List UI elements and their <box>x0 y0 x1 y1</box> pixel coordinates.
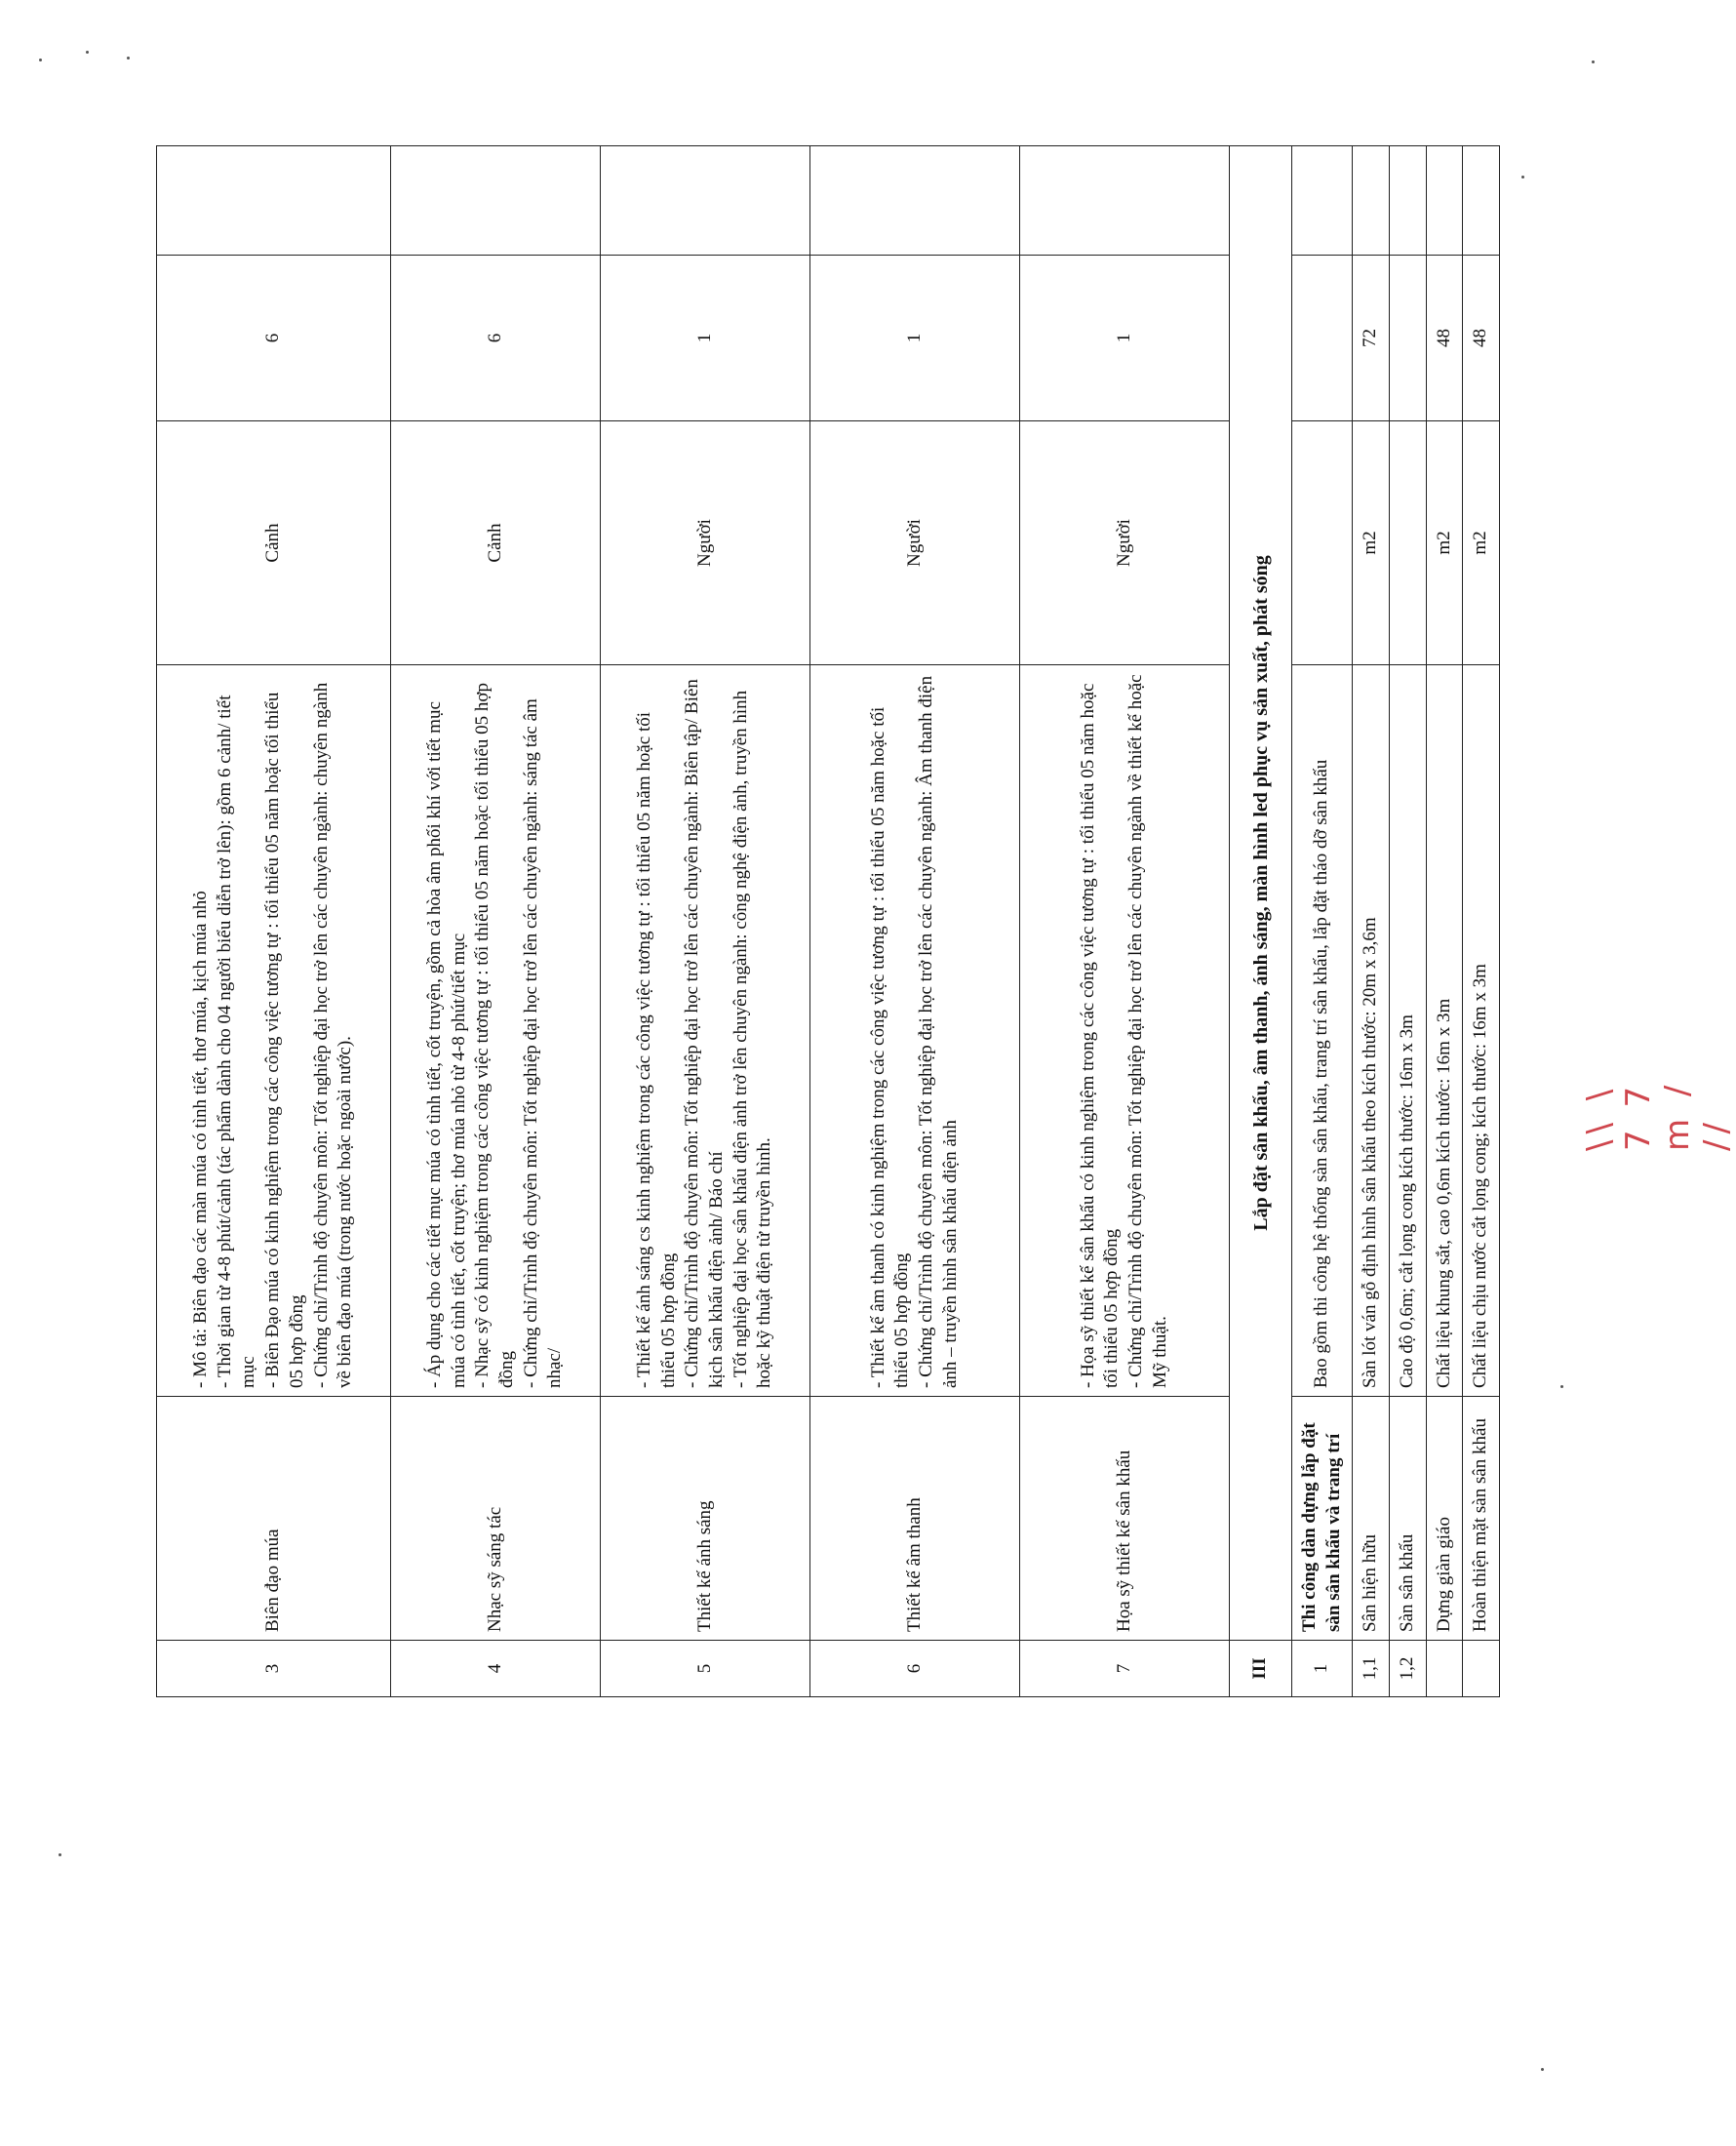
spec-line: - Chứng chỉ/Trình độ chuyên môn: Tốt nghiệp đại học trở lên các chuyên ngành: Biên tập/ Biên kịch sân khấu điện ảnh/ Báo chí <box>682 679 727 1388</box>
position-spec <box>1020 665 1230 1397</box>
quantity-cell: 6 <box>157 256 391 421</box>
spec-line: - Thiết kế ánh sáng cs kinh nghiệm trong các công việc tương tự : tối thiểu 05 năm hoặc tối thiểu 05 hợp đồng <box>633 711 679 1388</box>
unit-cell: m2 <box>1426 421 1463 665</box>
table-row <box>1292 146 1353 1697</box>
row-number <box>1463 1641 1500 1697</box>
item-spec: Chất liệu chịu nước cắt lọng cong; kích thước: 16m x 3m <box>1463 665 1500 1397</box>
quantity-cell <box>1390 256 1427 421</box>
spec-line: - Chứng chỉ/Trình độ chuyên môn: Tốt nghiệp đại học trở lên các chuyên ngành: sáng tác âm nhạc/ <box>520 698 566 1388</box>
section-title: Lắp đặt sân khấu, âm thanh, ánh sáng, màn hình led phục vụ sản xuất, phát sóng <box>1230 146 1292 1641</box>
table-row <box>157 146 391 1697</box>
row-number: 4 <box>391 1641 601 1697</box>
unit-cell: Cảnh <box>391 421 601 665</box>
spec-line: - Thiết kế âm thanh có kinh nghiệm trong các công việc tương tự : tối thiểu 05 năm hoặc tối thiểu 05 hợp đồng <box>867 706 913 1388</box>
rotated-page <box>156 146 1491 1697</box>
item-name: Sân hiện hữu <box>1353 1397 1390 1641</box>
section-row <box>1230 146 1292 1697</box>
table-row <box>391 146 601 1697</box>
position-spec <box>157 665 391 1397</box>
table-row <box>1353 146 1390 1697</box>
quantity-cell: 48 <box>1426 256 1463 421</box>
requirements-table <box>156 145 1500 1697</box>
scan-speck <box>1521 176 1524 179</box>
quantity-cell: 6 <box>391 256 601 421</box>
row-number: 7 <box>1020 1641 1230 1697</box>
table-row <box>1020 146 1230 1697</box>
position-name: Họa sỹ thiết kế sân khấu <box>1020 1397 1230 1641</box>
section-number: III <box>1230 1641 1292 1697</box>
table-row <box>1426 146 1463 1697</box>
quantity-cell: 72 <box>1353 256 1390 421</box>
item-name: Hoàn thiện mặt sàn sân khấu <box>1463 1397 1500 1641</box>
spec-line: - Áp dụng cho các tiết mục múa có tình tiết, cốt truyện, gồm cả hòa âm phối khí với tiết mục múa có tình tiết, cốt truyện; thơ múa nhỏ từ 4-8 phút/tiết mục <box>423 701 469 1388</box>
handwritten-mark: \\ \ 7 7 m / // <box>1580 1079 1736 1151</box>
row-number: 3 <box>157 1641 391 1697</box>
row-number: 6 <box>810 1641 1020 1697</box>
item-spec: Cao độ 0,6m; cắt lọng cong kích thước: 16m x 3m <box>1390 665 1427 1397</box>
unit-cell <box>1390 421 1427 665</box>
row-number: 1,2 <box>1390 1641 1427 1697</box>
unit-cell: Cảnh <box>157 421 391 665</box>
quantity-cell: 48 <box>1463 256 1500 421</box>
table-row <box>1463 146 1500 1697</box>
position-spec <box>810 665 1020 1397</box>
unit-cell <box>1292 421 1353 665</box>
note-cell <box>810 146 1020 256</box>
table-row <box>601 146 810 1697</box>
note-cell <box>1353 146 1390 256</box>
note-cell <box>601 146 810 256</box>
quantity-cell: 1 <box>810 256 1020 421</box>
quantity-cell: 1 <box>1020 256 1230 421</box>
spec-line: - Chứng chỉ/Trình độ chuyên môn: Tốt nghiệp đại học trở lên các chuyên ngành về thiết kế hoặc Mỹ thuật. <box>1125 674 1170 1388</box>
item-name: Thi công dàn dựng lắp đặt sàn sân khấu và trang trí <box>1292 1397 1353 1641</box>
note-cell <box>1463 146 1500 256</box>
spec-line: - Mô tả: Biên đạo các màn múa có tình tiết, thơ múa, kịch múa nhỏ <box>190 891 212 1388</box>
item-spec: Sàn lót ván gỗ định hình sân khấu theo kích thước: 20m x 3,6m <box>1353 665 1390 1397</box>
table-row <box>810 146 1020 1697</box>
note-cell <box>1426 146 1463 256</box>
note-cell <box>1020 146 1230 256</box>
item-spec: Chất liệu khung sắt, cao 0,6m kích thước: 16m x 3m <box>1426 665 1463 1397</box>
item-name: Sàn sân khấu <box>1390 1397 1427 1641</box>
note-cell <box>1390 146 1427 256</box>
scan-speck <box>127 57 130 60</box>
position-spec <box>391 665 601 1397</box>
scan-speck <box>1592 60 1595 63</box>
row-number: 1 <box>1292 1641 1353 1697</box>
note-cell <box>157 146 391 256</box>
position-name: Biên đạo múa <box>157 1397 391 1641</box>
spec-line: - Chứng chỉ/Trình độ chuyên môn: Tốt nghiệp đại học trở lên các chuyên ngành: Âm thanh điện ảnh – truyền hình sân khấu điện ảnh <box>916 675 961 1388</box>
position-spec <box>601 665 810 1397</box>
scan-speck <box>39 59 42 61</box>
row-number: 5 <box>601 1641 810 1697</box>
quantity-cell: 1 <box>601 256 810 421</box>
spec-line: - Thời gian từ 4-8 phút/cảnh (tác phẩm dành cho 04 người biểu diễn trở lên): gồm 6 cảnh/ tiết mục <box>214 695 259 1388</box>
table-row <box>1390 146 1427 1697</box>
scan-speck <box>1560 1385 1563 1388</box>
spec-line: - Họa sỹ thiết kế sân khấu có kinh nghiệm trong các công việc tương tự : tối thiểu 05 năm hoặc tối thiểu 05 hợp đồng <box>1077 683 1123 1388</box>
row-number <box>1426 1641 1463 1697</box>
unit-cell: Người <box>810 421 1020 665</box>
quantity-cell <box>1292 256 1353 421</box>
spec-line: - Nhạc sỹ có kinh nghiệm trong các công việc tương tự : tối thiểu 05 năm hoặc tối thiểu 05 hợp đồng <box>472 683 517 1388</box>
item-name: Dựng giàn giáo <box>1426 1397 1463 1641</box>
position-name: Thiết kế ánh sáng <box>601 1397 810 1641</box>
spec-line: - Tốt nghiệp đại học sân khấu điện ảnh trở lên chuyên ngành: công nghệ điện ảnh, truyền hình hoặc kỹ thuật điện tử truyền hình. <box>730 690 775 1388</box>
scan-speck <box>59 1853 61 1856</box>
note-cell <box>1292 146 1353 256</box>
unit-cell: Người <box>1020 421 1230 665</box>
item-spec: Bao gồm thi công hệ thống sàn sân khấu, trang trí sân khấu, lắp đặt tháo dỡ sân khấu <box>1292 665 1353 1397</box>
row-number: 1,1 <box>1353 1641 1390 1697</box>
scan-speck <box>1541 2068 1544 2071</box>
unit-cell: m2 <box>1463 421 1500 665</box>
spec-line: - Biên Đạo múa có kinh nghiệm trong các công việc tương tự : tối thiểu 05 năm hoặc tối thiểu 05 hợp đồng <box>262 692 307 1388</box>
spec-line: - Chứng chỉ/Trình độ chuyên môn: Tốt nghiệp đại học trở lên các chuyên ngành: chuyên ngành về biên đạo múa (trong nước hoặc ngoài nước). <box>310 682 356 1388</box>
position-name: Thiết kế âm thanh <box>810 1397 1020 1641</box>
position-name: Nhạc sỹ sáng tác <box>391 1397 601 1641</box>
unit-cell: m2 <box>1353 421 1390 665</box>
table-body <box>157 146 1500 1697</box>
note-cell <box>391 146 601 256</box>
unit-cell: Người <box>601 421 810 665</box>
scan-speck <box>86 51 89 54</box>
